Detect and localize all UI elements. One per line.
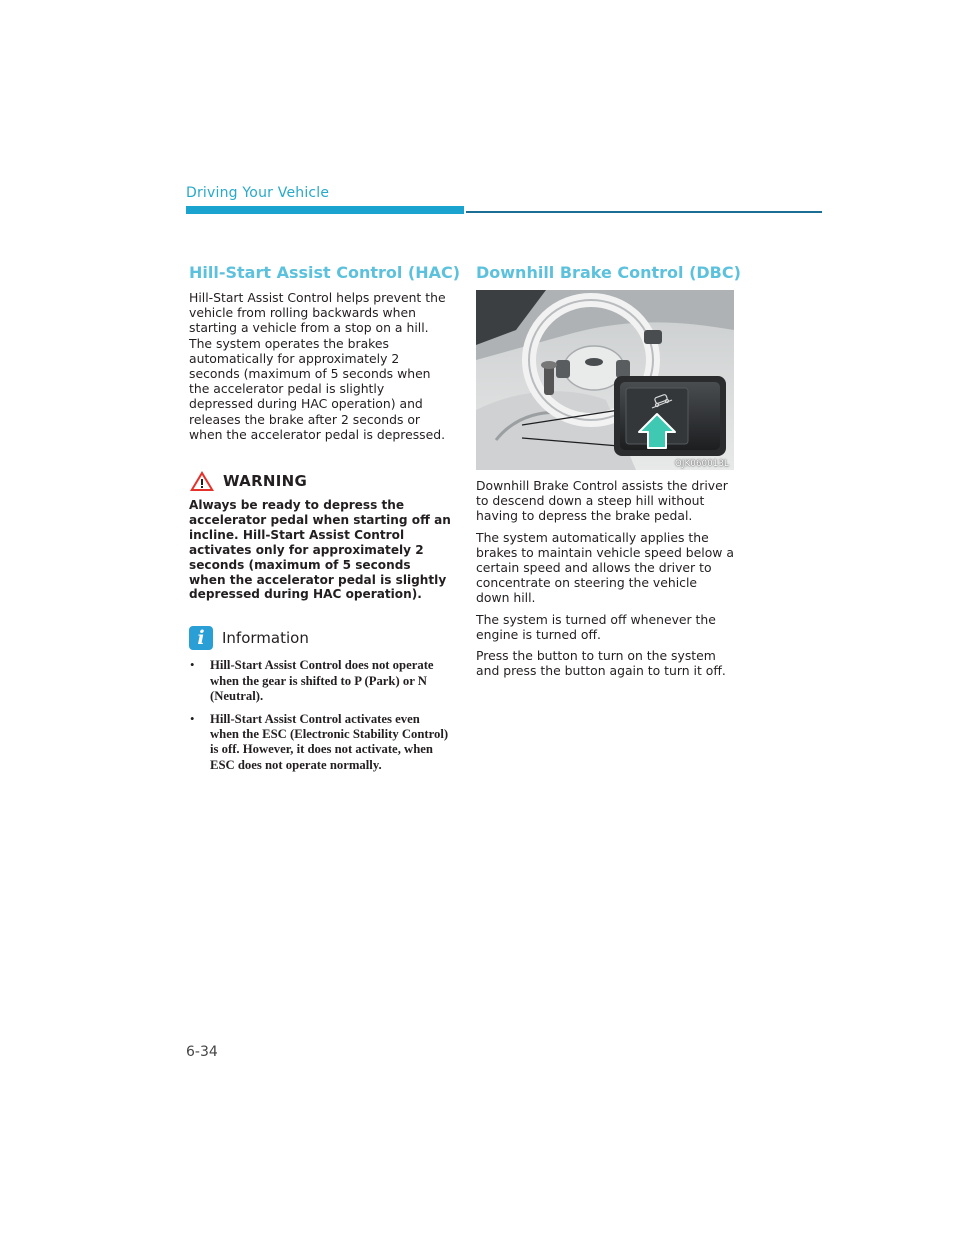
information-item-text: Hill-Start Assist Control activates even when the ESC (Electronic Stability Control) is off. However, it does not activate, when ESC does not operate normally. xyxy=(210,711,449,772)
information-label: Information xyxy=(222,629,309,648)
dbc-paragraph: The system automatically applies the brakes to maintain vehicle speed below a certain speed and allows the driver to concentrate on steering the vehicle down hill. xyxy=(476,529,734,606)
left-column xyxy=(189,262,461,780)
dbc-illustration xyxy=(476,290,734,470)
header-rule xyxy=(466,211,822,213)
information-item: • Hill-Start Assist Control activates even when the ESC (Electronic Stability Control) is off. However, it does not activate, when ESC does not operate normally. xyxy=(190,711,449,772)
hac-body: Hill-Start Assist Control helps prevent the vehicle from rolling backwards when starting a vehicle from a stop on a hill. The system operates the brakes automatically for approximately 2 seconds (maximum of 5 seconds when the accelerator pedal is slightly depressed during HAC operation) and releases the brake after 2 seconds or when the accelerator pedal is depressed. xyxy=(189,290,446,442)
information-list xyxy=(189,658,451,773)
dbc-paragraph: The system is turned off whenever the engine is turned off. xyxy=(476,611,716,642)
figure-code: OJK060013L xyxy=(675,459,729,469)
chapter-header: Driving Your Vehicle xyxy=(186,185,330,201)
warning-icon xyxy=(189,470,215,492)
information-icon: i xyxy=(189,626,213,650)
warning-label: WARNING xyxy=(223,472,308,491)
dbc-paragraph: Press the button to turn on the system and press the button again to turn it off. xyxy=(476,648,726,679)
warning-header xyxy=(189,470,451,492)
header-rule-accent xyxy=(186,206,464,214)
hac-title: Hill-Start Assist Control (HAC) xyxy=(189,263,461,282)
dbc-paragraph: Downhill Brake Control assists the driver to descend down a steep hill without having to depress the brake pedal. xyxy=(476,478,728,524)
right-column xyxy=(476,262,741,679)
page-number: 6-34 xyxy=(186,1044,218,1060)
information-item-text: Hill-Start Assist Control does not operate when the gear is shifted to P (Park) or N (Neutral). xyxy=(210,658,434,704)
information-item: • Hill-Start Assist Control does not operate when the gear is shifted to P (Park) or N (Neutral). xyxy=(190,658,434,704)
dashboard-illustration xyxy=(476,290,734,470)
dbc-title: Downhill Brake Control (DBC) xyxy=(476,263,741,282)
warning-text: Always be ready to depress the accelerator pedal when starting off an incline. Hill-Start Assist Control activates only for approximately 2 seconds (maximum of 5 seconds when the accelerator pedal is slightly depressed during HAC operation). xyxy=(189,498,451,602)
information-header xyxy=(189,626,451,650)
